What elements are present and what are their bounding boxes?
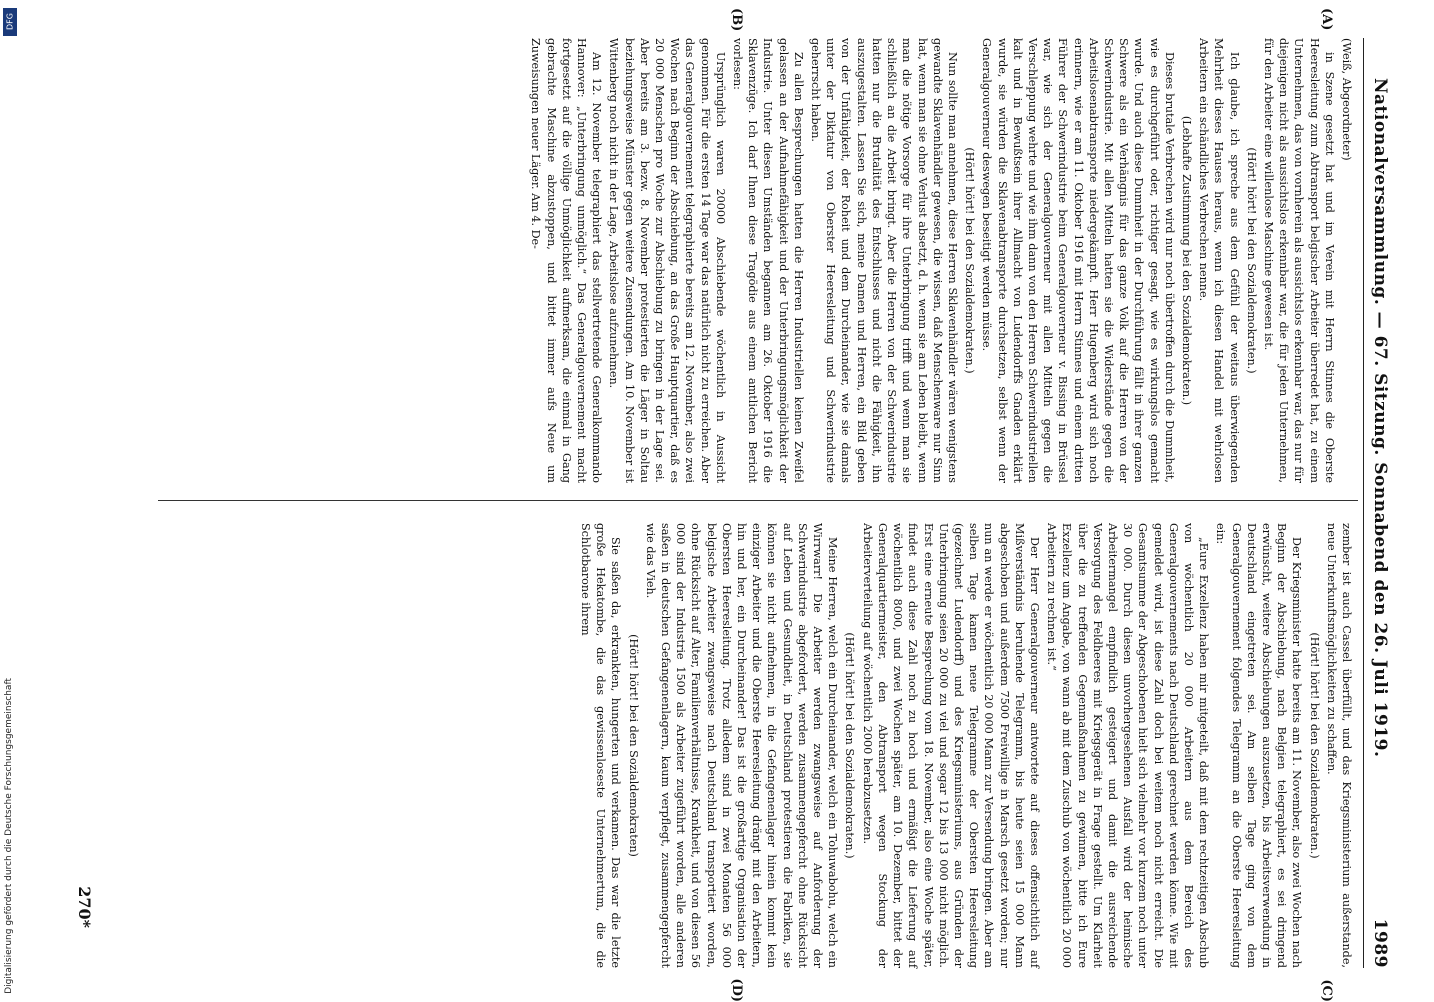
digitization-credit: Digitalisierung gefördert durch die Deutsche Forschungsgemeinschaft [4,678,14,994]
paragraph: Sie saßen da, erkrankten, hungerten und verkamen. Das war die letzte große Hekatombe, die das gewissenloseste Unternehmertum, die die Schlotbarone ihrem [579,523,623,968]
interjection: (Hört! hört! bei den Sozialdemokraten) [626,634,640,857]
column-divider [158,500,1358,501]
paragraph: Dieses brutale Verbrechen wird nur noch übertroffen durch die Dummheit, wie es durchgeführt oder, richtiger gesagt, wie es wirkungslos gemacht wurde. Und auch diese Dummheit in der Durchführung fällt in ihrer ganzen Schwere als ein Verhängnis für das ganze Volk auf die Herren von der Schwerindustrie. Mit allen Mitteln hatten sie die Widerstände gegen die Arbeitslosenabtransporte niedergekämpft. Herr Hugenberg wird sich noch erinnern, wie er am 11. Oktober 1916 mit Herrn Stinnes und einem dritten Führer der Schwerindustrie beim Generalgouverneur v. Bissing in Brüssel war, wie sich der Generalgouverneur mit allen Mitteln gegen die Verschleppung wehrte und wie ihm dann von den Herren Schwerindustriellen kalt und in Bewußtsein ihrer Allmacht von Ludendorffs Gnaden erklärt wurde, sie würden die Sklavenabtransporte durchsetzen, selbst wenn der Generalgouverneur deswegen beseitigt werden müsse. [980,38,1176,483]
paragraph: in Szene gesetzt hat und im Verein mit Herrn Stinnes die Oberste Heeresleitung zum Abtransport belgischer Arbeiter überredet hat, zu einem Unternehmen, das von vornherein als aussichtslos erkennbar war, das nur für diejenigen nicht als aussichtslos erkennbar war, die für jeden Unternehmen, für den Arbeiter eine willenlose Maschine gewesen ist. [1261,38,1336,483]
paragraph: Nun sollte man annehmen, diese Herren Sklavenhändler wären wenigstens gewandte Sklavenhändler gewesen, die wissen, daß Menschenware nur Sinn hat, wenn man sie ohne Verlust absetzt, d. h. wenn sie am Leben bleibt, wenn man die nötige Vorsorge für ihre Unterbringung trifft und wenn man sie schließlich an die Arbeit bringt. Aber die Herren von der Schwerindustrie hatten nur die Brutalität des Entschlusses und nicht die Fähigkeit, ihn auszugestalten. Lassen Sie sich, meine Damen und Herren, ein Bild geben von der Unfähigkeit, der Roheit und dem Durcheinander, wie sie damals unter der Diktatur von Oberster Heeresleitung und Schwerindustrie geherrscht haben. [809,38,959,483]
interjection: (Lebhafte Zustimmung bei den Sozialdemokraten.) [1179,115,1193,406]
interjection: (Hört! hört! bei den Sozialdemokraten.) [963,147,977,374]
page-number: 1989 [1370,918,1390,968]
page-content [44,8,1394,1002]
paragraph: Meine Herren, welch ein Durcheinander, welch ein Tohuwabohu, welch ein Wirrwarr! Die Arbeiter werden zwangsweise auf Anforderung der Schwerindustrie abgefordert, werden zusammengepfercht ohne Rücksicht auf Leben und Gesundheit, in Deutschland protestieren die Fabriken, sie können sie nicht aufnehmen, in die Gefangenenlager hinein kommt kein einziger Arbeiter und die Oberste Heeresleitung drängt mit den Arbeitern, hin und her, ein Durcheinander! Das ist die großartige Organisation der Obersten Heeresleitung. Trotz alledem sind in zwei Monaten 56 000 belgische Arbeiter zwangsweise nach Deutschland transportiert worden, ohne Rücksicht auf Alter, Familienverhältnisse, Krankheit, und von diesen 56 000 sind der Industrie 1500 als Arbeiter zugeführt worden, alle anderen saßen in deutschen Gefangenenlagern, kaum verpflegt, zusammengepfercht wie das Vieh. [643,523,840,968]
paragraph: Der Kriegsminister hatte bereits am 11. November, also zwei Wochen nach Beginn der Abschiebung, nach Belgien telegraphiert, es sei dringend erwünscht, weitere Abschiebungen auszusetzen, bis Arbeitsverwendung in Deutschland eingetreten sei. Am selben Tage ging von dem Generalgouvernement folgendes Telegramm an die Oberste Heeresleitung ein: [1214,523,1304,968]
paragraph: Der Herr Generalgouverneur antwortete auf dieses offensichtlich auf Mißverständnis beruhende Telegramm, bis heute seien 15 000 Mann abgeschoben und außerdem 7500 Freiwillige in Marsch gesetzt worden; nur nun an werde er wöchentlich 20 000 Mann zur Versendung bringen. Aber am selben Tage kamen neue Telegramme der Obersten Heeresleitung (gezeichnet Ludendorff) und des Kriegsministeriums, aus Gründen der Unterbringung seien 20 000 zu viel und sogar 12 bis 13 000 nicht möglich. Erst eine erneute Besprechung vom 18. November, also eine Woche später, findet auch diese Zahl noch zu hoch und ermäßigt die Lieferung auf wöchentlich 8000, und zwei Wochen später, am 10. Dezember, bittet der Generalquartiermeister, den Abtransport wegen Stockung der Arbeiterverteilung auf wöchentlich 2000 herabzusetzen. [860,523,1041,968]
paragraph: Am 12. November telegraphiert das stellvertretende Generalkommando Hannover: „Unterbringung unmöglich.“ Das Generalgouvernement macht fortgesetzt auf die völlige Unmöglichkeit aufmerksam, die einmal in Gang gebrachte Maschine abzustoppen, und bittet immer aufs Neue um Zuweisungen neuer Läger. Am 4. De- [529,38,604,483]
right-column [144,523,1354,968]
page-header [1363,38,1394,968]
margin-letter-b: (B) [729,8,744,32]
interjection: (Hört! hört! bei den Sozialdemokraten.) [1244,147,1258,374]
interjection: (Hört! hört! bei den Sozialdemokraten.) [843,632,857,859]
dfg-logo: DFG [3,8,17,36]
paragraph: zember ist auch Cassel überfüllt, und das Kriegsministerium außerstande, neue Unterkunftsmöglichkeiten zu schaffen. [1324,523,1353,968]
paragraph: Zu allen Besprechungen hatten die Herren Industriellen keinen Zweifel gelassen an der Aufnahmefähigkeit und der Unterbringungsmöglichkeit der Industrie. Unter diesen Umständen begannen am 26. Oktober 1916 die Sklavenzüge. Ich darf Ihnen diese Tragödie aus einem amtlichen Bericht vorlesen: [731,38,805,483]
margin-letter-c: (C) [1319,979,1334,1002]
interjection: (Hört! hört! bei den Sozialdemokraten.) [1307,632,1321,859]
quotation: „Eure Exzellenz haben mir mitgeteilt, daß mit dem rechtzeitigen Abschub von wöchentlich 20 000 Arbeitern aus dem Bereich des Generalgouvernements nach Deutschland gerechnet werden könne. Wie mit gemeldet wird, ist diese Zahl doch bei weitem noch nicht erreicht. Die Gesamtsumme der Abgeschobenen hielt sich vielmehr vor kurzem noch unter 30 000. Durch diesen unvorhergesehenen Ausfall wird der heimische Arbeitermangel empfindlich gesteigert und damit die ausreichende Versorgung des Feldheeres mit Kriegsgerät in Frage gestellt. Um Klarheit über die zu treffenden Gegenmaßnahmen zu gewinnen, bitte ich Eure Exzellenz um Angabe, von wann ab mit dem Zuschub von wöchentlich 20 000 Arbeitern zu rechnen ist.“ [1045,523,1211,968]
left-column [144,38,1354,483]
paragraph: Ich glaube, ich spreche aus dem Gefühl der weitaus überwiegenden Mehrheit dieses Hauses heraus, wenn ich diesen Handel mit wehrlosen Arbeitern ein schändliches Verbrechen nenne. [1197,38,1241,483]
page-title: Nationalversammlung. — 67. Sitzung. Sonnabend den 26. Juli 1919. [1370,78,1390,758]
margin-letter-a: (A) [1319,8,1334,31]
signature-mark: 270* [75,886,94,928]
paragraph: Ursprünglich waren 20000 Abschiebende wöchentlich in Aussicht genommen. Für die ersten 14 Tage war das natürlich nicht zu erreichen. Aber das Generalgouvernement telegraphierte bereits am 12. November, also zwei Wochen nach Beginn der Abschiebung, an das Große Hauptquartier, daß es 20 000 Menschen pro Woche zur Abschiebung zu bringen in der Lage sei. Aber bereits am 3. bezw. 8. November protestierten die Läger in Soltau beziehungsweise Münster gegen weitere Zusendungen. Am 10. November ist Wittenberg noch nicht in der Lage, Arbeitslose aufzunehmen. [607,38,727,483]
speaker-line: (Weiß, Abgeordneter) [1340,38,1353,161]
margin-letter-d: (D) [729,978,744,1002]
